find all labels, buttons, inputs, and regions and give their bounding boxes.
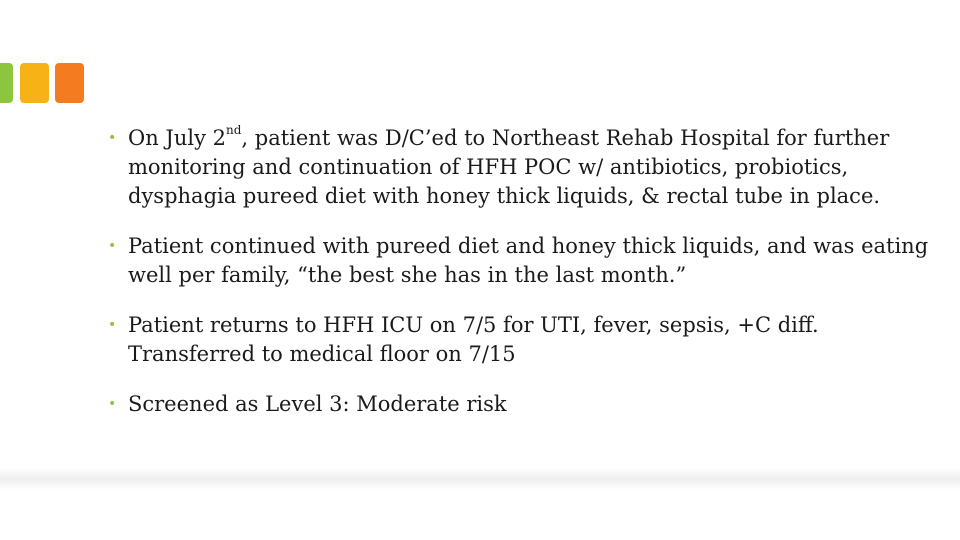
- bullet-item-return: [108, 311, 938, 369]
- bullet-text-rest: , patient was D/C’ed to Northeast Rehab Hospital for further monitoring and continuation of HFH POC w/ antibiotics, probiotics, dysphagia pureed diet with honey thick liquids, & rectal tube in place.: [128, 126, 890, 208]
- bullet-text: Screened as Level 3: Moderate risk: [128, 392, 507, 416]
- bullet-text-superscript: nd: [225, 123, 242, 137]
- bullet-icon: •: [108, 317, 117, 333]
- bullet-item-diet: [108, 232, 938, 290]
- bullet-item-screening: [108, 390, 938, 419]
- bullet-icon: •: [108, 238, 117, 254]
- bullet-item-discharge: [108, 124, 938, 211]
- bullet-icon: •: [108, 130, 117, 146]
- bullet-text-lead: On July 2: [128, 126, 226, 150]
- bullet-list: [108, 124, 938, 440]
- bullet-icon: •: [108, 396, 117, 412]
- bullet-text: Patient continued with pureed diet and honey thick liquids, and was eating well per family, “the best she has in the last month.”: [128, 234, 929, 287]
- bullet-text: Patient returns to HFH ICU on 7/5 for UTI, fever, sepsis, +C diff. Transferred to medical floor on 7/15: [128, 313, 819, 366]
- accent-block-orange: [55, 63, 84, 103]
- bottom-divider: [0, 468, 960, 490]
- accent-block-green: [0, 63, 13, 103]
- accent-block-yellow: [20, 63, 49, 103]
